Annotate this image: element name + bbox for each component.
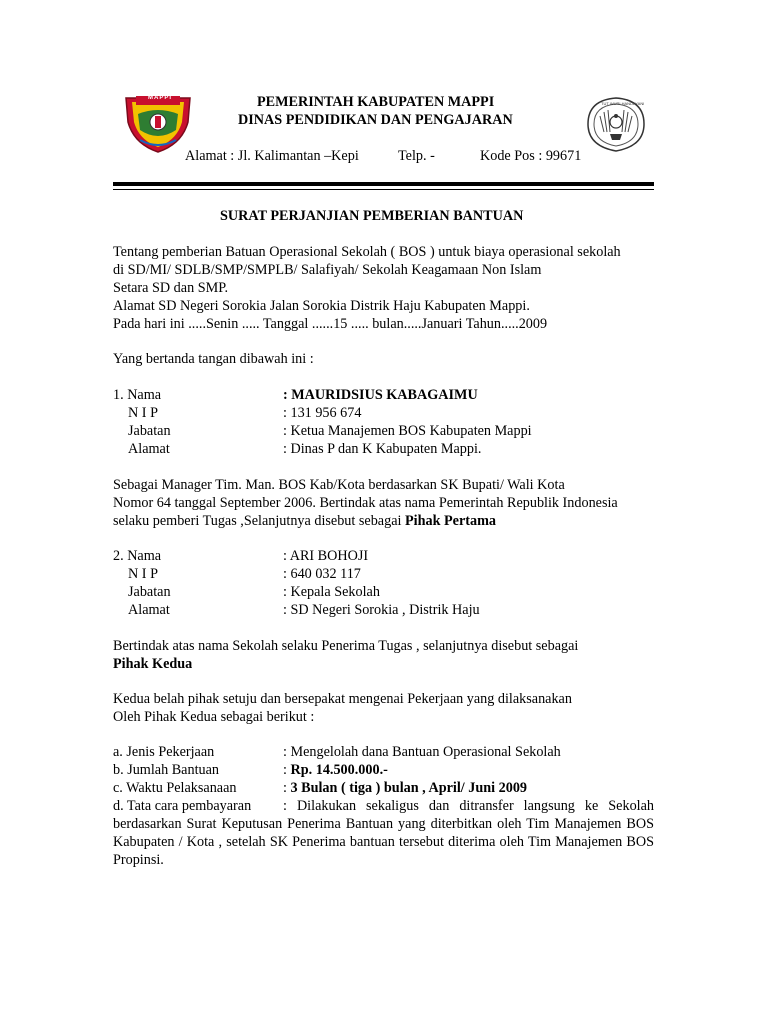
party2-nama-label: 2. Nama (113, 548, 162, 564)
agreement-line-2: Oleh Pihak Kedua sebagai berikut : (113, 709, 315, 725)
party2-jabatan-value: : Kepala Sekolah (283, 584, 380, 600)
party1-nip-label: N I P (128, 405, 158, 421)
intro-line-3: Setara SD dan SMP. (113, 280, 229, 296)
party1-alamat-value: : Dinas P dan K Kabupaten Mappi. (283, 441, 482, 457)
party2-nip-label: N I P (128, 566, 158, 582)
term-b-colon: : (283, 762, 291, 778)
mappi-logo-text: MAPPI (148, 95, 173, 101)
agreement-line-1: Kedua belah pihak setuju dan bersepakat mengenai Pekerjaan yang dilaksanakan (113, 691, 572, 707)
term-b-label: b. Jumlah Bantuan (113, 762, 219, 778)
term-d-label: d. Tata cara pembayaran (113, 798, 252, 814)
party1-desc-line-3 (113, 512, 496, 530)
party2-jabatan-label: Jabatan (128, 584, 171, 600)
term-d-paragraph (113, 797, 654, 869)
header-line-1: PEMERINTAH KABUPATEN MAPPI (257, 94, 495, 110)
intro-line-4: Alamat SD Negeri Sorokia Jalan Sorokia Distrik Haju Kabupaten Mappi. (113, 298, 530, 314)
party1-jabatan-value: : Ketua Manajemen BOS Kabupaten Mappi (283, 423, 532, 439)
header-phone: Telp. - (398, 148, 435, 164)
party1-nama-label: 1. Nama (113, 387, 162, 403)
signed-statement: Yang bertanda tangan dibawah ini : (113, 351, 314, 367)
term-c-value: 3 Bulan ( tiga ) bulan , April/ Juni 2009 (290, 780, 528, 796)
letter-title: SURAT PERJANJIAN PEMBERIAN BANTUAN (220, 208, 524, 224)
party1-nip-value: : 131 956 674 (283, 405, 362, 421)
party2-nip-value: : 640 032 117 (283, 566, 361, 582)
term-b-value: Rp. 14.500.000.- (290, 762, 388, 778)
party2-nama-value: : ARI BOHOJI (283, 548, 369, 564)
header-divider-thick (113, 182, 654, 186)
header-address: Alamat : Jl. Kalimantan –Kepi (185, 148, 359, 164)
term-b-row (283, 761, 388, 779)
intro-line-5: Pada hari ini .....Senin ..... Tanggal ......15 ..... bulan.....Januari Tahun.....2009 (113, 316, 548, 332)
term-c-colon: : (283, 780, 291, 796)
party1-desc-text: selaku pemberi Tugas ,Selanjutnya disebut sebagai (113, 513, 405, 529)
header-postcode: Kode Pos : 99671 (480, 148, 582, 164)
tut-wuri-handayani-logo-text: TUT WURI HANDAYANI (601, 101, 645, 106)
pihak-pertama-term: Pihak Pertama (404, 513, 497, 529)
party1-desc-line-2: Nomor 64 tanggal September 2006. Bertindak atas nama Pemerintah Republik Indonesia (113, 495, 618, 511)
party2-alamat-label: Alamat (128, 602, 170, 618)
term-a-value: : Mengelolah dana Bantuan Operasional Sekolah (283, 744, 561, 760)
party1-nama-value: : MAURIDSIUS KABAGAIMU (283, 387, 478, 403)
party2-alamat-value: : SD Negeri Sorokia , Distrik Haju (283, 602, 480, 618)
term-c-label: c. Waktu Pelaksanaan (113, 780, 237, 796)
intro-line-1: Tentang pemberian Batuan Operasional Sekolah ( BOS ) untuk biaya operasional sekolah (113, 244, 621, 260)
pihak-kedua-term: Pihak Kedua (113, 656, 193, 672)
tut-wuri-handayani-logo (574, 94, 658, 154)
header-divider-thin (113, 189, 654, 190)
header-line-2: DINAS PENDIDIKAN DAN PENGAJARAN (238, 112, 513, 128)
party1-alamat-label: Alamat (128, 441, 170, 457)
term-c-row (283, 779, 527, 797)
party1-desc-line-1: Sebagai Manager Tim. Man. BOS Kab/Kota berdasarkan SK Bupati/ Wali Kota (113, 477, 565, 493)
party2-desc-line-1: Bertindak atas nama Sekolah selaku Penerima Tugas , selanjutnya disebut sebagai (113, 638, 579, 654)
term-a-label: a. Jenis Pekerjaan (113, 744, 215, 760)
term-d-text: : Dilakukan sekaligus dan ditransfer langsung ke Sekolah berdasarkan Surat Keputusan Penerima Bantuan yang diterbitkan oleh Tim Manajemen BOS Kabupaten / Kota , setelah SK Penerima bantuan tersebut diterima oleh Tim Manajemen BOS Propinsi. (113, 798, 654, 868)
intro-line-2: di SD/MI/ SDLB/SMP/SMPLB/ Salafiyah/ Sekolah Keagamaan Non Islam (113, 262, 542, 278)
party1-jabatan-label: Jabatan (128, 423, 171, 439)
mappi-logo (122, 92, 194, 154)
